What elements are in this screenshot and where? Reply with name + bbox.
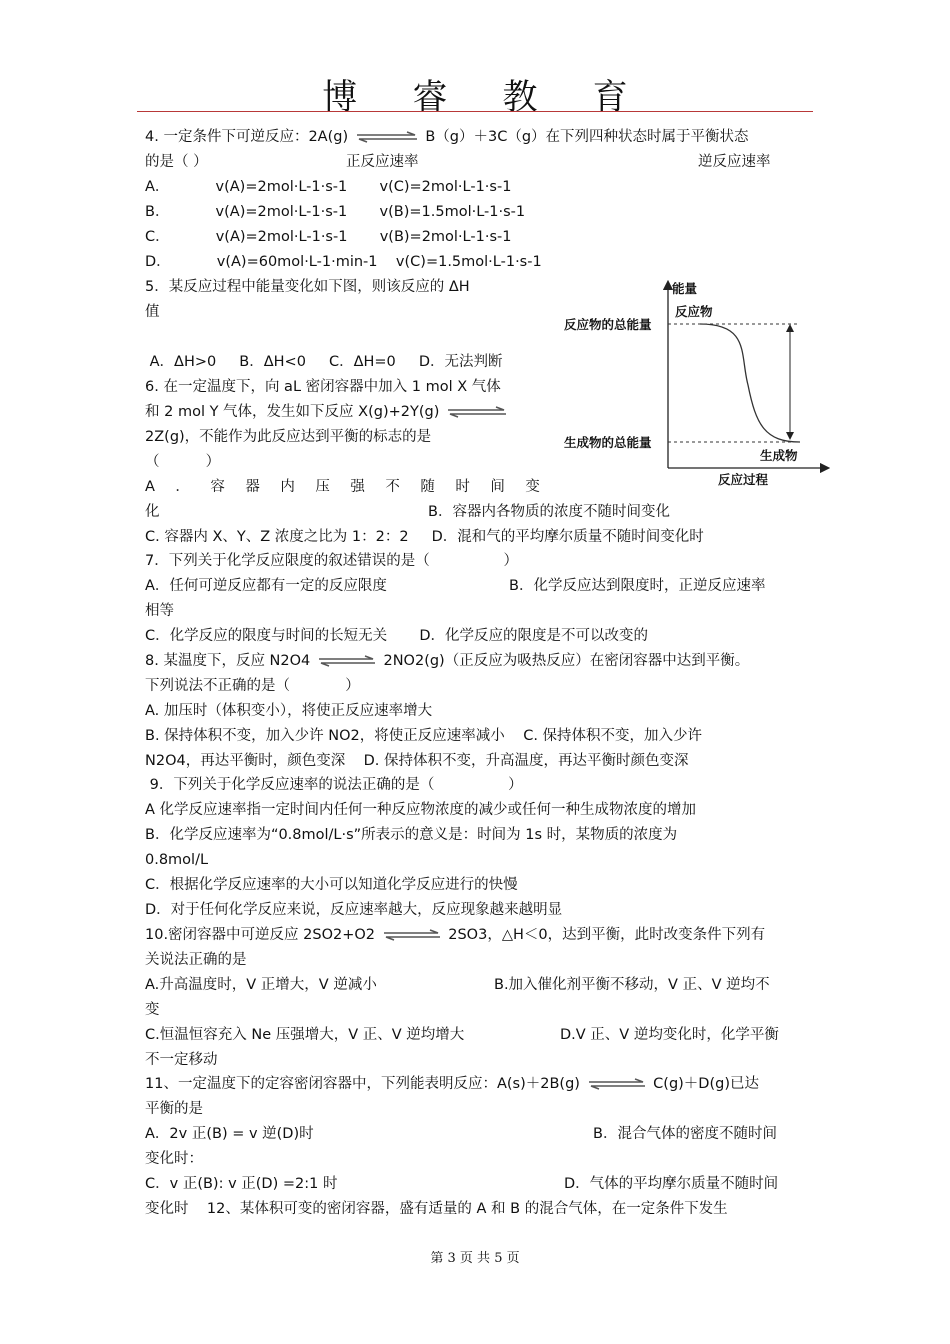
header-divider [137,111,813,112]
q11-line-2: 平衡的是 [145,1101,203,1117]
q7-option-a: A．任何可逆反应都有一定的反应限度 [145,578,387,594]
reactant-label: 反应物 [675,304,713,319]
q4-line-1 [145,127,749,147]
q6-option-a-char: 容 [210,479,225,495]
q11-reaction-left: 11、一定温度下的定容密闭容器中，下列能表明反应：A(s)＋2B(g) [145,1076,580,1092]
q11-option-b: B．混合气体的密度不随时间 [593,1126,777,1142]
q6-line-2 [145,402,510,422]
q9-option-d: D．对于任何化学反应来说，反应速率越大，反应现象越来越明显 [145,902,563,918]
q8-option-a: A. 加压时（体积变小），将使正反应速率增大 [145,703,433,719]
q8-line-1 [145,651,749,671]
x-axis-label: 反应过程 [718,472,769,487]
q6-line-1: 6. 在一定温度下，向 aL 密闭容器中加入 1 mol X 气体 [145,379,501,395]
page-number: 第 3 页 共 5 页 [430,1251,520,1266]
product-energy-label: 生成物的总能量 [564,435,652,450]
q4-forward-rate-label: 正反应速率 [346,154,419,170]
q6-option-a-char: 随 [420,479,435,495]
q5-options: A．ΔH>0 B．ΔH<0 C．ΔH=0 D．无法判断 [145,354,503,370]
energy-curve [700,324,800,442]
y-axis-label: 能量 [672,281,698,296]
equilibrium-arrow-icon [317,655,377,667]
q6-option-a-char: 时 [455,479,470,495]
q11-option-d: D．气体的平均摩尔质量不随时间 [564,1176,779,1192]
q7-options-c-d: C．化学反应的限度与时间的长短无关 D．化学反应的限度是不可以改变的 [145,628,649,644]
q11-q12-line: 变化时 12、某体积可变的密闭容器，盛有适量的 A 和 B 的混合气体，在一定条件下发生 [145,1201,728,1217]
q10-option-b: B.加入催化剂平衡不移动，V 正、V 逆均不 [494,977,770,993]
q10-option-b-tail: 变 [145,1002,160,1018]
q4-line-2: 的是（ ） [145,154,208,170]
q4-option-d: D． v(A)=60mol·L-1·min-1 v(C)=1.5mol·L-1·s-1 [145,254,542,270]
equilibrium-arrow-icon [382,929,442,941]
equilibrium-arrow-icon [446,406,508,418]
q6-option-a-char: 器 [245,479,260,495]
q4-option-c: C． v(A)=2mol·L-1·s-1 v(B)=2mol·L-1·s-1 [145,229,512,245]
equilibrium-arrow-icon [355,131,419,143]
q10-option-c: C.恒温恒容充入 Ne 压强增大，V 正、V 逆均增大 [145,1027,465,1043]
q6-option-a-char: 压 [315,479,330,495]
q6-option-a-char: 强 [350,479,365,495]
q11-option-c: C．v 正(B): v 正(D) =2:1 时 [145,1176,338,1192]
q8-reaction-left: 8. 某温度下，反应 N2O4 [145,653,311,669]
q7-option-b-tail: 相等 [145,603,174,619]
q4-reaction-right: B（g）＋3C（g）在下列四种状态时属于平衡状态 [425,129,749,145]
q6-option-b: B．容器内各物质的浓度不随时间变化 [428,504,670,520]
q11-reaction-right: C(g)＋D(g)已达 [653,1076,759,1092]
q8-options-b-c: B. 保持体积不变，加入少许 NO2，将使正反应速率减小 C. 保持体积不变，加入少许 [145,728,703,744]
q5-line-2: 值 [145,304,160,320]
q10-option-d: D.V 正、V 逆均变化时，化学平衡 [560,1027,779,1043]
q6-options-c-d: C. 容器内 X、Y、Z 浓度之比为 1：2：2 D．混和气的平均摩尔质量不随时间变化时 [145,529,704,545]
q6-option-a-tail: 化 [145,504,160,520]
q6-option-a-char: 变 [525,479,540,495]
q10-line-1 [145,925,765,945]
q10-option-d-tail: 不一定移动 [145,1052,218,1068]
q9-option-b-tail: 0.8mol/L [145,852,209,868]
reactant-energy-label: 反应物的总能量 [564,317,652,332]
q9-option-a: A 化学反应速率指一定时间内任何一种反应物浓度的减少或任何一种生成物浓度的增加 [145,802,697,818]
q10-line-2: 关说法正确的是 [145,952,247,968]
q6-option-a [145,477,540,497]
q10-reaction-left: 10.密闭容器中可逆反应 2SO2+O2 [145,927,376,943]
equilibrium-arrow-icon [587,1078,647,1090]
q6-line-4: （ ） [145,454,221,470]
q8-options-c-d: N2O4，再达平衡时，颜色变深 D. 保持体积不变，升高温度，再达平衡时颜色变深 [145,753,689,769]
q5-line-1: 5．某反应过程中能量变化如下图，则该反应的 ΔH [145,279,470,295]
q8-line-2: 下列说法不正确的是（ ） [145,678,360,694]
q11-option-b-tail: 变化时： [145,1151,203,1167]
q9-line-1: 9．下列关于化学反应速率的说法正确的是（ ） [145,777,523,793]
q11-option-a: A．2v 正(B) = v 逆(D)时 [145,1126,314,1142]
q6-option-a-char: 不 [385,479,400,495]
energy-diagram [560,280,830,490]
q4-reaction-left: 4. 一定条件下可逆反应：2A(g) [145,129,349,145]
q9-option-c: C．根据化学反应速率的大小可以知道化学反应进行的快慢 [145,877,518,893]
page-header-title: 博 睿 教 育 [322,78,650,118]
q4-reverse-rate-label: 逆反应速率 [698,154,771,170]
q9-option-b: B．化学反应速率为“0.8mol/L·s”所表示的意义是：时间为 1s 时，某物质的浓度为 [145,827,678,843]
q4-option-a: A． v(A)=2mol·L-1·s-1 v(C)=2mol·L-1·s-1 [145,179,512,195]
q10-option-a: A.升高温度时，V 正增大，V 逆减小 [145,977,377,993]
product-label: 生成物 [760,448,798,463]
q6-option-a-char: 内 [280,479,295,495]
q6-option-a-char: A [145,479,155,495]
q7-option-b: B．化学反应达到限度时，正逆反应速率 [509,578,766,594]
q6-reaction-left: 和 2 mol Y 气体，发生如下反应 X(g)+2Y(g) [145,404,440,420]
q10-reaction-right: 2SO3，△H＜0，达到平衡，此时改变条件下列有 [448,927,766,943]
q11-line-1 [145,1074,759,1094]
q7-line-1: 7．下列关于化学反应限度的叙述错误的是（ ） [145,553,518,569]
q6-option-a-char: ． [175,479,190,495]
q8-reaction-right: 2NO2(g)（正反应为吸热反应）在密闭容器中达到平衡。 [383,653,750,669]
q6-option-a-char: 间 [490,479,505,495]
q4-option-b: B． v(A)=2mol·L-1·s-1 v(B)=1.5mol·L-1·s-1 [145,204,526,220]
q6-line-3: 2Z(g)，不能作为此反应达到平衡的标志的是 [145,429,432,445]
